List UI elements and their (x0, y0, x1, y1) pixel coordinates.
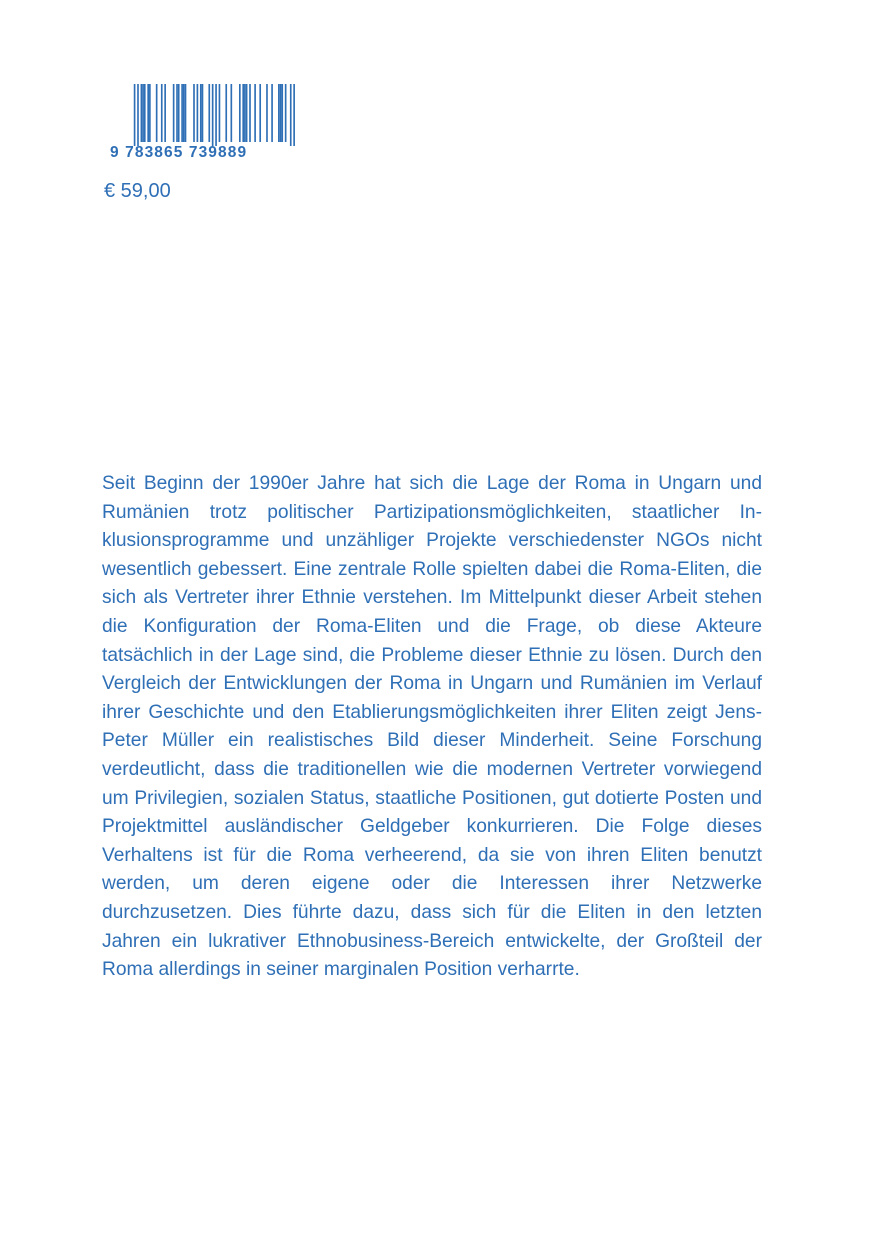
barcode-bar (219, 84, 221, 142)
barcode-bar (197, 84, 199, 142)
barcode-bar (271, 84, 273, 142)
barcode-bar (231, 84, 233, 142)
book-blurb: Seit Beginn der 1990er Jahre hat sich die Lage der Roma in Ungarn und Rumänien trotz politischer Partizipationsmöglichkeiten, staatlicher Inklusionsprogramme und unzähliger Projekte verschiedenster NGOs nicht wesentlich gebessert. Eine zentrale Rolle spielten dabei die Roma-Eliten, die sich als Vertreter ihrer Ethnie verstehen. Im Mittelpunkt dieser Arbeit stehen die Konfiguration der Roma-Eliten und die Frage, ob diese Akteure tatsächlich in der Lage sind, die Probleme dieser Ethnie zu lösen. Durch den Vergleich der Entwicklungen der Roma in Ungarn und Rumänien im Verlauf ihrer Geschichte und den Etablierungsmöglichkeiten ihrer Eliten zeigt Jens-Peter Müller ein realistisches Bild dieser Minderheit. Seine Forschung verdeutlicht, dass die traditionellen wie die modernen Vertreter vorwiegend um Privilegien, sozialen Status, staatliche Positionen, gut dotierte Posten und Projektmittel ausländischer Geldgeber konkurrieren. Die Folge dieses Verhaltens ist für die Roma verheerend, da sie von ihren Eliten benutzt werden, um deren eigene oder die Interessen ihrer Netzwerke durchzusetzen. Dies führte dazu, dass sich für die Eliten in den letzten Jahren ein lukrativer Ethnobusiness-Bereich entwickelte, der Großteil der Roma allerdings in seiner marginalen Position verharrte. (102, 473, 762, 981)
barcode-bar (164, 84, 166, 142)
barcode-bar (285, 84, 287, 142)
barcode-bar (278, 84, 280, 142)
barcode-bar (142, 84, 144, 142)
barcode-bar (208, 84, 210, 142)
barcode-bar (280, 84, 282, 142)
barcode-bar (246, 84, 248, 142)
barcode-bar (147, 84, 149, 142)
barcode-bars (110, 84, 295, 146)
barcode-bar (173, 84, 175, 142)
barcode-bar (293, 84, 295, 146)
barcode-bar (149, 84, 151, 142)
barcode-digits: 9 783865 739889 (110, 144, 248, 161)
barcode-bar (137, 84, 139, 146)
isbn-barcode (110, 84, 295, 161)
barcode-bar (242, 84, 244, 142)
barcode-bar (161, 84, 163, 142)
barcode-bar (178, 84, 180, 142)
barcode-bar (156, 84, 158, 142)
barcode-bar (193, 84, 195, 142)
barcode-bar (266, 84, 268, 142)
barcode-bar (144, 84, 146, 142)
price-label: € 59,00 (104, 180, 171, 202)
barcode-bar (290, 84, 292, 146)
barcode-bar (281, 84, 283, 142)
barcode-bar (134, 84, 136, 146)
barcode-bar (176, 84, 178, 142)
barcode-bar (254, 84, 256, 142)
barcode-bar (239, 84, 241, 142)
barcode-bar (141, 84, 143, 142)
barcode-bar (244, 84, 246, 142)
barcode-bar (185, 84, 187, 142)
barcode-bar (212, 84, 214, 146)
barcode-bar (259, 84, 261, 142)
barcode-bar (200, 84, 202, 142)
barcode-bar (215, 84, 217, 146)
barcode-bar (225, 84, 227, 142)
barcode-bar (183, 84, 185, 142)
barcode-bar (249, 84, 251, 142)
barcode-bar (181, 84, 183, 142)
barcode-bar (202, 84, 204, 142)
